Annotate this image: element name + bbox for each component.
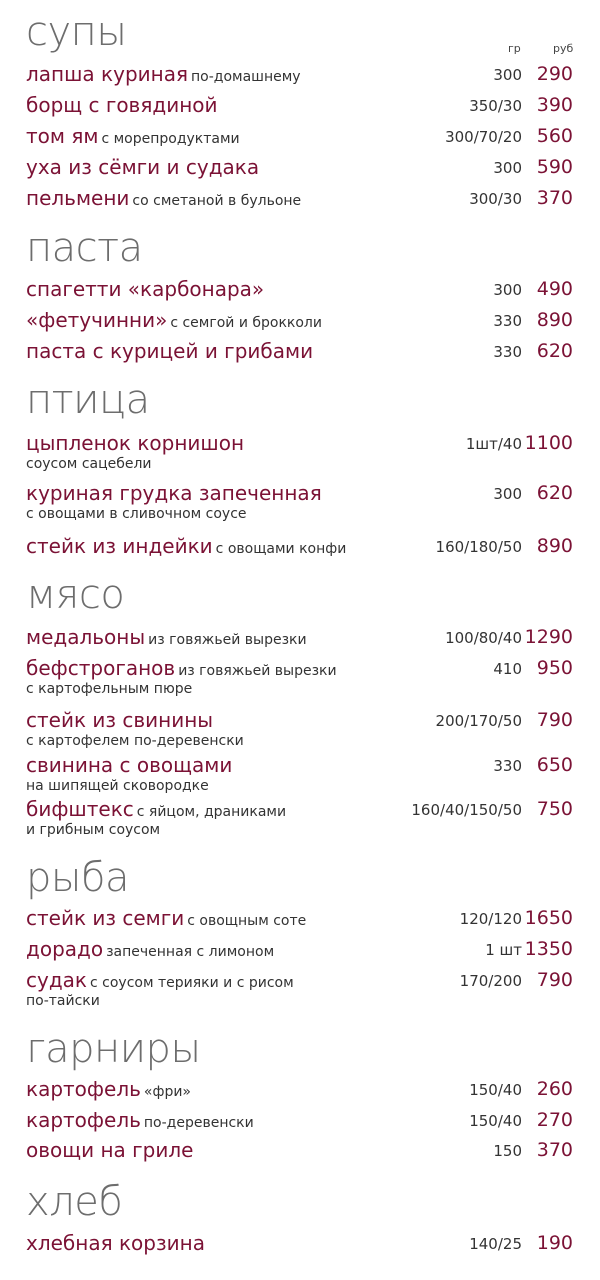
- dish-name-line: [26, 124, 240, 151]
- dish-price: 590: [536, 156, 573, 178]
- dish-name: стейк из свинины: [26, 708, 214, 732]
- dish-description: запеченная с лимоном: [106, 944, 275, 960]
- section-heading: гарниры: [26, 1026, 201, 1072]
- menu-item: [0, 797, 600, 838]
- dish-weight: 300: [493, 485, 522, 503]
- menu-item: [0, 431, 600, 472]
- dish-weight: 410: [493, 660, 522, 678]
- dish-weight: 100/80/40: [445, 629, 522, 647]
- dish-name: лапша куриная: [26, 62, 189, 86]
- menu-item: [0, 93, 600, 121]
- dish-name: паста с курицей и грибами: [26, 339, 314, 363]
- dish-price: 1290: [524, 626, 573, 648]
- dish-name: бефстроганов: [26, 656, 176, 680]
- dish-price: 190: [536, 1232, 573, 1254]
- dish-name: картофель: [26, 1077, 141, 1101]
- menu-item: [0, 1108, 600, 1136]
- menu-item: [0, 155, 600, 183]
- dish-description: с яйцом, драниками: [136, 804, 287, 820]
- dish-description: с овощами конфи: [215, 541, 347, 557]
- menu-item: [0, 708, 600, 749]
- dish-name: «фетучинни»: [26, 308, 168, 332]
- dish-name: стейк из индейки: [26, 534, 213, 558]
- dish-name-line: [26, 708, 213, 732]
- dish-price: 370: [536, 187, 573, 209]
- dish-price: 790: [536, 969, 573, 991]
- section-heading: супы: [26, 9, 127, 55]
- dish-description: со сметаной в бульоне: [132, 193, 302, 209]
- menu-item: [0, 62, 600, 90]
- dish-weight: 1 шт: [485, 941, 522, 959]
- dish-name-line: [26, 277, 264, 301]
- menu-item: [0, 1138, 600, 1166]
- section-heading: птица: [26, 377, 150, 423]
- dish-price: 620: [536, 482, 573, 504]
- menu-item: [0, 339, 600, 367]
- dish-name: спагетти «карбонара»: [26, 277, 265, 301]
- dish-name: судак: [26, 968, 87, 992]
- dish-description: по-деревенски: [143, 1115, 254, 1131]
- dish-weight: 300/70/20: [445, 128, 522, 146]
- dish-weight: 330: [493, 757, 522, 775]
- dish-price: 290: [536, 63, 573, 85]
- dish-name: борщ с говядиной: [26, 93, 218, 117]
- dish-price: 1100: [524, 432, 573, 454]
- menu-item: [0, 1231, 600, 1259]
- dish-name-line: [26, 1231, 205, 1255]
- dish-subdescription: с картофелем по-деревенски: [26, 733, 244, 749]
- menu-item: [0, 753, 600, 794]
- dish-description: с соусом терияки и с рисом: [90, 975, 294, 991]
- dish-name-line: [26, 431, 244, 455]
- dish-name-line: [26, 968, 294, 995]
- dish-price: 370: [536, 1139, 573, 1161]
- dish-price: 750: [536, 798, 573, 820]
- dish-price: 890: [536, 309, 573, 331]
- price-column-header: руб: [553, 42, 574, 55]
- dish-description: из говяжьей вырезки: [178, 663, 337, 679]
- dish-weight: 150: [493, 1142, 522, 1160]
- dish-price: 560: [536, 125, 573, 147]
- dish-description: с овощным соте: [187, 913, 307, 929]
- dish-subdescription: по-тайски: [26, 993, 100, 1009]
- dish-weight: 170/200: [459, 972, 522, 990]
- menu-item: [0, 656, 600, 697]
- dish-price: 620: [536, 340, 573, 362]
- dish-name-line: [26, 753, 232, 777]
- dish-price: 270: [536, 1109, 573, 1131]
- dish-name-line: [26, 534, 346, 561]
- dish-name: дорадо: [26, 937, 104, 961]
- dish-description: «фри»: [143, 1084, 191, 1100]
- section-heading: рыба: [26, 855, 129, 901]
- dish-weight: 330: [493, 343, 522, 361]
- dish-price: 790: [536, 709, 573, 731]
- dish-price: 950: [536, 657, 573, 679]
- dish-weight: 300: [493, 159, 522, 177]
- dish-name-line: [26, 339, 313, 363]
- dish-weight: 160/40/150/50: [411, 801, 522, 819]
- menu-item: [0, 1077, 600, 1105]
- dish-weight: 300: [493, 281, 522, 299]
- menu-item: [0, 277, 600, 305]
- dish-weight: 300/30: [469, 190, 522, 208]
- dish-name: уха из сёмги и судака: [26, 155, 260, 179]
- dish-name: свинина с овощами: [26, 753, 233, 777]
- dish-name-line: [26, 186, 301, 213]
- dish-price: 890: [536, 535, 573, 557]
- dish-weight: 120/120: [459, 910, 522, 928]
- dish-name: пельмени: [26, 186, 130, 210]
- menu-item: [0, 534, 600, 562]
- dish-description: из говяжьей вырезки: [148, 632, 307, 648]
- dish-name-line: [26, 656, 337, 683]
- dish-name-line: [26, 1138, 193, 1162]
- dish-weight: 300: [493, 66, 522, 84]
- dish-name: бифштекс: [26, 797, 134, 821]
- dish-price: 1650: [524, 907, 573, 929]
- section-heading: мясо: [26, 572, 125, 618]
- dish-price: 490: [536, 278, 573, 300]
- dish-description: с морепродуктами: [101, 131, 240, 147]
- menu-item: [0, 906, 600, 934]
- dish-weight: 350/30: [469, 97, 522, 115]
- dish-name-line: [26, 62, 301, 89]
- dish-subdescription: и грибным соусом: [26, 822, 161, 838]
- dish-subdescription: соусом сацебели: [26, 456, 152, 472]
- dish-name-line: [26, 93, 218, 117]
- dish-name-line: [26, 906, 306, 933]
- dish-name: хлебная корзина: [26, 1231, 205, 1255]
- dish-name: том ям: [26, 124, 99, 148]
- dish-name: картофель: [26, 1108, 141, 1132]
- section-heading: паста: [26, 225, 143, 271]
- dish-weight: 330: [493, 312, 522, 330]
- dish-weight: 200/170/50: [435, 712, 522, 730]
- dish-weight: 150/40: [469, 1081, 522, 1099]
- dish-weight: 160/180/50: [435, 538, 522, 556]
- dish-name-line: [26, 155, 259, 179]
- menu-item: [0, 937, 600, 965]
- dish-subdescription: с овощами в сливочном соусе: [26, 506, 247, 522]
- dish-name-line: [26, 481, 322, 505]
- dish-subdescription: на шипящей сковородке: [26, 778, 209, 794]
- dish-price: 390: [536, 94, 573, 116]
- menu-item: [0, 625, 600, 653]
- dish-price: 650: [536, 754, 573, 776]
- dish-weight: 150/40: [469, 1112, 522, 1130]
- menu-item: [0, 124, 600, 152]
- dish-weight: 1шт/40: [465, 435, 522, 453]
- dish-name-line: [26, 797, 286, 824]
- section-heading: хлеб: [26, 1179, 123, 1225]
- dish-description: с семгой и брокколи: [170, 315, 322, 331]
- dish-name: овощи на гриле: [26, 1138, 194, 1162]
- weight-column-header: гр: [508, 42, 521, 55]
- menu-item: [0, 481, 600, 522]
- menu-item: [0, 186, 600, 214]
- dish-price: 1350: [524, 938, 573, 960]
- dish-name: цыпленок корнишон: [26, 431, 245, 455]
- dish-name-line: [26, 1108, 254, 1135]
- dish-name-line: [26, 1077, 191, 1104]
- dish-description: по-домашнему: [191, 69, 301, 85]
- dish-name-line: [26, 308, 322, 335]
- menu-item: [0, 968, 600, 1009]
- dish-name: медальоны: [26, 625, 146, 649]
- dish-name-line: [26, 937, 274, 964]
- dish-name-line: [26, 625, 307, 652]
- dish-weight: 140/25: [469, 1235, 522, 1253]
- dish-name: куриная грудка запеченная: [26, 481, 322, 505]
- dish-price: 260: [536, 1078, 573, 1100]
- menu-item: [0, 308, 600, 336]
- dish-name: стейк из семги: [26, 906, 185, 930]
- dish-subdescription: с картофельным пюре: [26, 681, 193, 697]
